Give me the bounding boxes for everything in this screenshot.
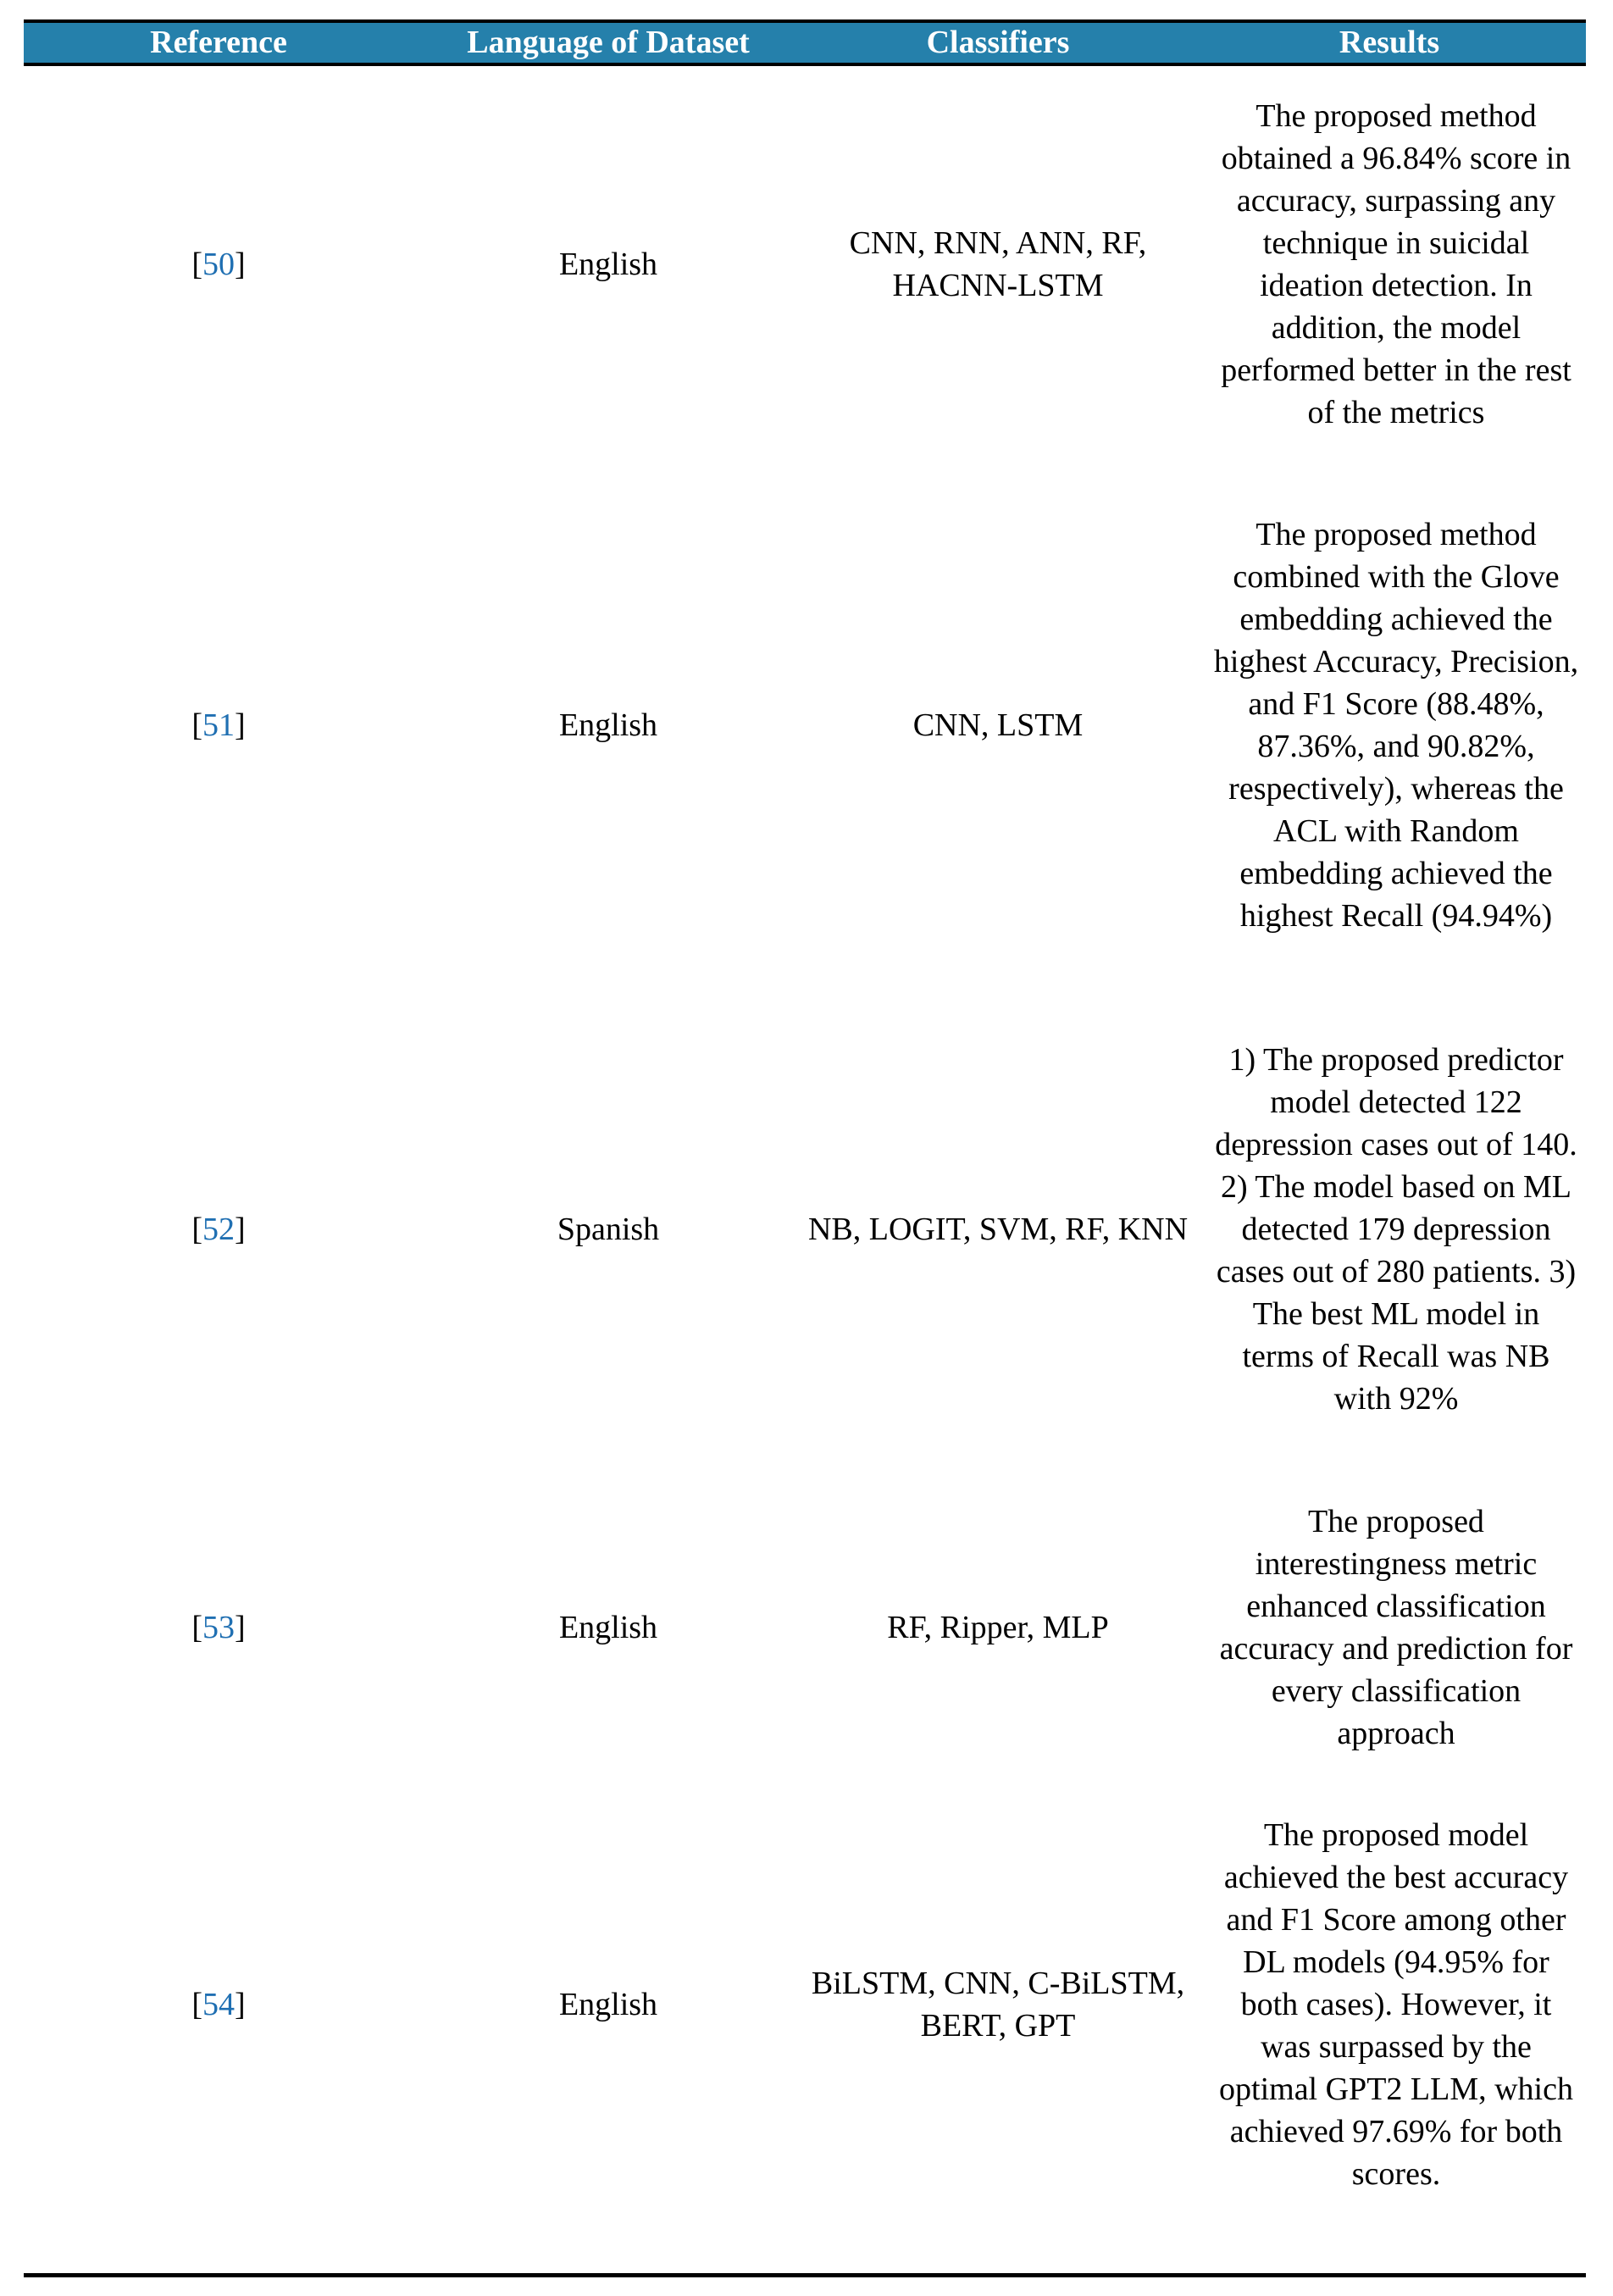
classifiers-cell: CNN, RNN, ANN, RF, HACNN-LSTM — [849, 225, 1147, 303]
table-row — [24, 463, 1586, 988]
results-cell: 1) The proposed predictor model detected 122 depression cases out of 140. 2) The model based on ML detected 179 depression cases out of 280 patients. 3) The best ML model in terms of Recall was NB with 92% — [1215, 1042, 1577, 1417]
results-cell: The proposed method obtained a 96.84% score in accuracy, surpassing any technique in suicidal ideation detection. In addition, the model performed better in the rest of the metrics — [1221, 98, 1571, 430]
language-cell: English — [558, 1987, 658, 2022]
table-row — [24, 1784, 1586, 2225]
reference-link[interactable]: 52 — [202, 1212, 235, 1247]
classifiers-cell: RF, Ripper, MLP — [887, 1610, 1109, 1645]
column-header-results: Results — [1339, 25, 1440, 60]
table-row — [24, 988, 1586, 1471]
table-bottom-rule — [24, 2273, 1586, 2277]
reference-cell: [50] — [191, 247, 246, 282]
results-table — [24, 19, 1586, 2225]
language-cell: Spanish — [557, 1212, 660, 1247]
column-header-reference: Reference — [150, 25, 287, 60]
language-cell: English — [558, 247, 658, 282]
reference-link[interactable]: 51 — [202, 707, 235, 743]
reference-cell: [53] — [191, 1610, 246, 1645]
classifiers-cell: BiLSTM, CNN, C-BiLSTM, BERT, GPT — [811, 1966, 1185, 2044]
reference-link[interactable]: 53 — [202, 1610, 235, 1645]
reference-link[interactable]: 54 — [202, 1987, 235, 2022]
reference-link[interactable]: 50 — [202, 247, 235, 282]
reference-cell: [51] — [191, 707, 246, 743]
results-cell: The proposed method combined with the Glove embedding achieved the highest Accuracy, Precision, and F1 Score (88.48%, 87.36%, and 90.82%, respectively), whereas the ACL with Random embedding achieved the highest Recall (94.94%) — [1213, 517, 1579, 934]
language-cell: English — [558, 707, 658, 743]
classifiers-cell: NB, LOGIT, SVM, RF, KNN — [807, 1212, 1189, 1247]
table-row — [24, 1471, 1586, 1784]
reference-cell: [52] — [191, 1212, 246, 1247]
language-cell: English — [558, 1610, 658, 1645]
table-row — [24, 66, 1586, 463]
results-cell: The proposed model achieved the best accuracy and F1 Score among other DL models (94.95% for both cases). However, it was surpassed by the optimal GPT2 LLM, which achieved 97.69% for both scores. — [1219, 1817, 1573, 2192]
column-header-classifiers: Classifiers — [926, 25, 1070, 60]
classifiers-cell: CNN, LSTM — [912, 707, 1084, 743]
table-header — [24, 23, 1586, 63]
column-header-language: Language of Dataset — [467, 25, 750, 60]
reference-cell: [54] — [191, 1987, 246, 2022]
results-cell: The proposed interestingness metric enhanced classification accuracy and prediction for every classification approach — [1219, 1504, 1573, 1751]
